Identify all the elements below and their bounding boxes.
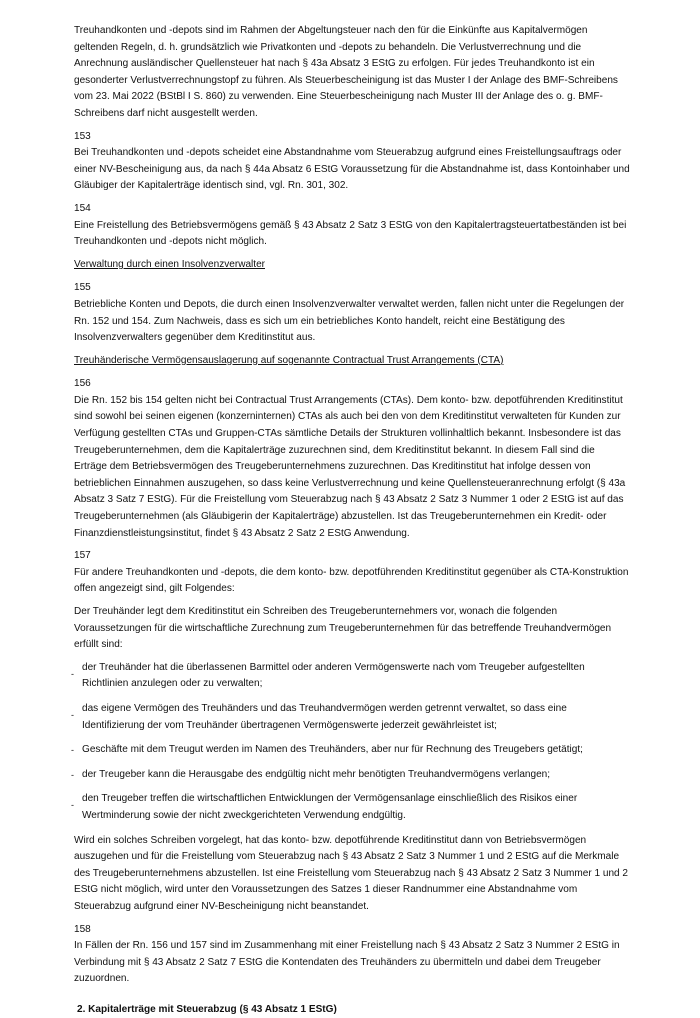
subheading-cta: Treuhänderische Vermögensauslagerung auf sogenannte Contractual Trust Arrangements (CTA) [74, 354, 504, 366]
margin-number-157: 157 [74, 550, 91, 562]
section-heading: 2. Kapitalerträge mit Steuerabzug (§ 43 Absatz 1 EStG) [77, 1003, 337, 1015]
list-item [71, 742, 630, 759]
paragraph-156: Die Rn. 152 bis 154 gelten nicht bei Contractual Trust Arrangements (CTAs). Dem konto- bzw. depotführenden Kreditinstitut sind sowohl bei seinen eigenen (konzerninternen) CTAs als auch bei den von dem Kreditinstitut verwalteten für Kunden zur Verfügung gestellten CTAs und Gruppen-CTAs sämtliche Details der Strukturen vollinhaltlich bekannt. Insbesondere ist das Treugeberunternehmen, dem die Kapitalerträge zuzurechnen sind, dem Kreditinstitut bekannt. In diesem Fall sind die Erträge dem Betriebsvermögen des Treugeberunternehmens zuzurechnen. Das Kreditinstitut hat infolge dessen von betrieblichen Einnahmen auszugehen, so dass keine Verlustverrechnung und keine Quellensteueranrechnung erfolgt (§ 43a Absatz 3 Satz 7 EStG). Für die Freistellung vom Steuerabzug nach § 43 Absatz 2 Satz 3 Nummer 1 oder 2 EStG ist auf das Treugeberunternehmen (als Gläubigerin der Kapitalerträge) abzustellen. Ist das Treugeberunternehmen ein Kredit- oder Finanzdienstleistungsinstitut, findet § 43 Absatz 2 Satz 2 EStG Anwendung. [74, 394, 626, 539]
list-item-text: der Treuhänder hat die überlassenen Barmittel oder anderen Vermögenswerte nach vom Treugeber aufgestellten Richtlinien anzulegen oder zu verwalten; [82, 661, 585, 690]
list-item-text: das eigene Vermögen des Treuhänders und das Treuhandvermögen werden getrennt verwaltet, so dass eine Identifizierung der vom Treuhänder übertragenen Vermögenswerte jederzeit gewährleistet ist; [82, 702, 567, 731]
paragraph-157-consequence: Wird ein solches Schreiben vorgelegt, hat das konto- bzw. depotführende Kreditinstitut dann von Betriebsvermögen auszugehen und für die Freistellung vom Steuerabzug nach § 43 Absatz 2 Satz 3 Nummer 1 und 2 EStG auf die Merkmale des Treugeberunternehmens abzustellen. Ist eine Freistellung vom Steuerabzug nach § 43 Absatz 2 Satz 3 Nummer 1 und 2 EStG nicht möglich, wird unter den Voraussetzungen des Satzes 1 dieser Randnummer eine Abstandnahme vom Steuerabzug aufgrund einer NV-Bescheinigung nicht beanstandet. [74, 834, 629, 912]
list-item-text: der Treugeber kann die Herausgabe des endgültig nicht mehr benötigten Treuhandvermögens verlangen; [82, 768, 551, 780]
margin-number-155: 155 [74, 282, 91, 294]
list-item [71, 767, 630, 784]
list-item [71, 660, 630, 693]
margin-number-158: 158 [74, 923, 91, 935]
dash-bullet: - [71, 769, 74, 780]
dash-bullet: - [71, 745, 74, 756]
intro-paragraph: Treuhandkonten und -depots sind im Rahmen der Abgeltungsteuer nach den für die Einkünfte aus Kapitalvermögen geltenden Regeln, d. h. grundsätzlich wie Privatkonten und -depots zu behandeln. Die Verlustverrechnung und die Anrechnung ausländischer Quellensteuer hat nach § 43a Absatz 3 EStG zu erfolgen. Für jedes Treuhandkonto ist ein gesonderter Verlustverrechnungstopf zu führen. Als Steuerbescheinigung ist das Muster I der Anlage des BMF-Schreibens vom 23. Mai 2022 (BStBl I S. 860) zu verwenden. Eine Steuerbescheinigung nach Muster III der Anlage des o. g. BMF-Schreibens darf nicht ausgestellt werden. [74, 25, 618, 119]
paragraph-155: Betriebliche Konten und Depots, die durch einen Insolvenzverwalter verwaltet werden, fallen nicht unter die Regelungen der Rn. 152 und 154. Zum Nachweis, dass es sich um ein betriebliches Konto handelt, reicht eine Bestätigung des Insolvenzverwalters gegenüber dem Kreditinstitut aus. [74, 298, 625, 344]
margin-number-154: 154 [74, 202, 91, 214]
dash-bullet: - [71, 800, 74, 811]
margin-number-153: 153 [74, 130, 91, 142]
margin-number-156: 156 [74, 378, 91, 390]
subheading-insolvency-administrator: Verwaltung durch einen Insolvenzverwalter [74, 258, 265, 270]
dash-bullet: - [71, 709, 74, 720]
document-body [71, 23, 630, 1018]
paragraph-154: Eine Freistellung des Betriebsvermögens gemäß § 43 Absatz 2 Satz 3 EStG von den Kapitalertragsteuertatbeständen ist bei Treuhandkonten und -depots nicht möglich. [74, 219, 627, 248]
list-item-text: Geschäfte mit dem Treugut werden im Namen des Treuhänders, aber nur für Rechnung des Treugebers getätigt; [82, 744, 583, 756]
paragraph-157-conditions-intro: Der Treuhänder legt dem Kreditinstitut ein Schreiben des Treugeberunternehmers vor, wonach die folgenden Voraussetzungen für die wirtschaftliche Zurechnung zum Treugeberunternehmen für das betreffende Treuhandvermögen erfüllt sind: [74, 606, 612, 651]
paragraph-153: Bei Treuhandkonten und -depots scheidet eine Abstandnahme vom Steuerabzug aufgrund eines Freistellungsauftrags oder einer NV-Bescheinigung aus, da nach § 44a Absatz 6 EStG Voraussetzung für die Abstandnahme ist, dass Kontoinhaber und Gläubiger der Kapitalerträge identisch sind, vgl. Rn. 301, 302. [74, 147, 630, 192]
paragraph-158: In Fällen der Rn. 156 und 157 sind im Zusammenhang mit einer Freistellung nach § 43 Absatz 2 Satz 3 Nummer 2 EStG in Verbindung mit § 43 Absatz 2 Satz 7 EStG die Kontendaten des Treuhänders zu übermitteln und dabei dem Treugeber zuzuordnen. [74, 940, 620, 985]
list-item-text: den Treugeber treffen die wirtschaftlichen Entwicklungen der Vermögensanlage einschließlich des Risikos einer Wertminderung sowie der nicht zweckgerichteten Verwendung endgültig. [82, 793, 578, 821]
dash-bullet: - [71, 668, 74, 679]
list-item [71, 791, 630, 824]
paragraph-157: Für andere Treuhandkonten und -depots, die dem konto- bzw. depotführenden Kreditinstitut gegenüber als CTA-Konstruktion offen angezeigt sind, gilt Folgendes: [74, 566, 629, 595]
list-item [71, 701, 630, 734]
conditions-list [71, 660, 630, 825]
